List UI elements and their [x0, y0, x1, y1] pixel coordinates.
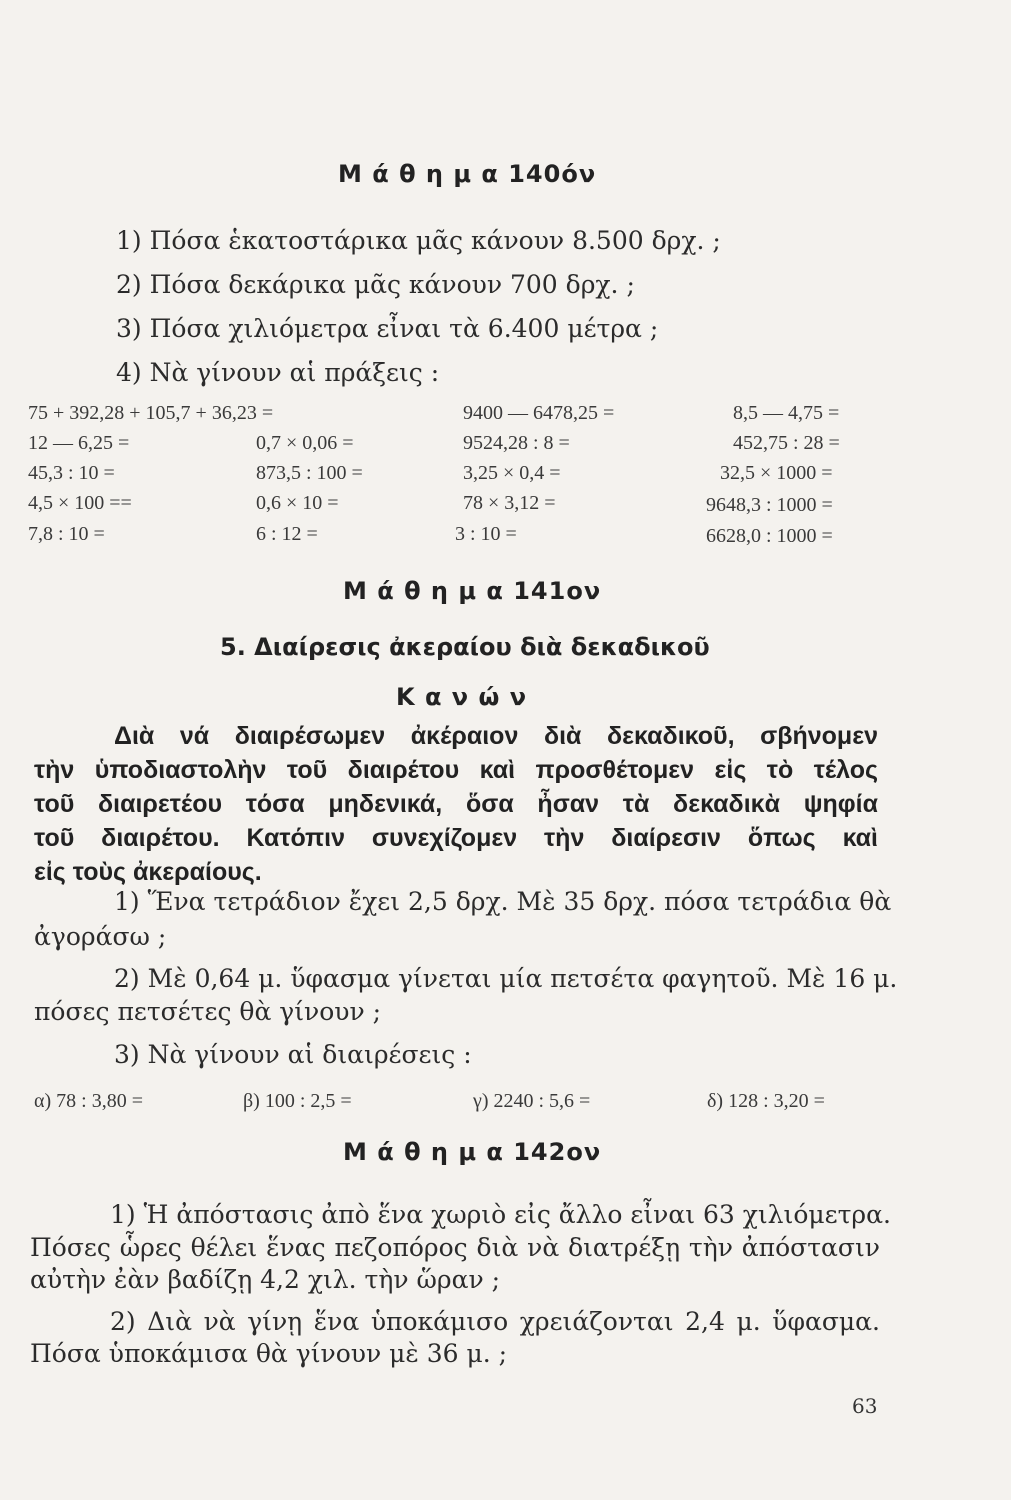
grid-cell: 3,25 × 0,4 = — [463, 462, 561, 484]
problem-141-1-line-2: ἀγοράσω ; — [34, 922, 167, 951]
lesson-140-question-2: 2) Πόσα δεκάρικα μᾶς κάνουν 700 δρχ. ; — [116, 270, 635, 299]
grid-cell: 45,3 : 10 = — [28, 462, 115, 484]
lesson-141-title: Μ ά θ η μ α 141ον — [343, 577, 602, 605]
grid-cell: 12 — 6,25 = — [28, 432, 130, 454]
problem-142-1-line-3: αὐτὴν ἐὰν βαδίζῃ 4,2 χιλ. τὴν ὥραν ; — [30, 1265, 501, 1294]
lesson-140-question-4: 4) Νὰ γίνουν αἱ πράξεις : — [116, 358, 440, 387]
rule-line: τοῦ διαιρέτου. Κατόπιν συνεχίζομεν τὴν διαίρεσιν ὅπως καὶ — [34, 824, 878, 852]
problem-141-2-line-1: 2) Μὲ 0,64 μ. ὕφασμα γίνεται μία πετσέτα φαγητοῦ. Μὲ 16 μ. — [114, 964, 898, 993]
division-op: β) 100 : 2,5 = — [243, 1090, 352, 1112]
grid-cell: 3 : 10 = — [455, 523, 517, 545]
rule-line: εἰς τοὺς ἀκεραίους. — [34, 858, 262, 886]
lesson-140-question-3: 3) Πόσα χιλιόμετρα εἶναι τὰ 6.400 μέτρα ; — [116, 314, 659, 343]
problem-142-2-line-1: 2) Διὰ νὰ γίνῃ ἕνα ὑποκάμισο χρειάζονται 2,4 μ. ὕφασμα. — [110, 1307, 880, 1336]
problem-142-2-line-2: Πόσα ὑποκάμισα θὰ γίνουν μὲ 36 μ. ; — [30, 1339, 508, 1368]
grid-cell: 0,6 × 10 = — [256, 492, 339, 514]
grid-cell: 452,75 : 28 = — [733, 432, 840, 454]
grid-cell: 7,8 : 10 = — [28, 523, 105, 545]
division-op: γ) 2240 : 5,6 = — [473, 1090, 591, 1112]
lesson-140-title: Μ ά θ η μ α 140όν — [338, 160, 597, 188]
problem-141-2-line-2: πόσες πετσέτες θὰ γίνουν ; — [34, 997, 382, 1026]
grid-cell: 4,5 × 100 == — [28, 492, 132, 514]
grid-cell: 873,5 : 100 = — [256, 462, 363, 484]
problem-141-3: 3) Νὰ γίνουν αἱ διαιρέσεις : — [114, 1040, 472, 1069]
grid-cell: 32,5 × 1000 = — [720, 462, 833, 484]
grid-cell: 6628,0 : 1000 = — [706, 525, 833, 547]
page-number: 63 — [852, 1394, 878, 1418]
grid-cell: 0,7 × 0,06 = — [256, 432, 354, 454]
problem-142-1-line-1: 1) Ἡ ἀπόστασις ἀπὸ ἕνα χωριὸ εἰς ἄλλο εἶναι 63 χιλιόμετρα. — [110, 1200, 891, 1229]
grid-cell: 8,5 — 4,75 = — [733, 402, 840, 424]
grid-cell: 9648,3 : 1000 = — [706, 494, 833, 516]
grid-cell: 75 + 392,28 + 105,7 + 36,23 = — [28, 402, 274, 424]
grid-cell: 9400 — 6478,25 = — [463, 402, 615, 424]
grid-cell: 6 : 12 = — [256, 523, 318, 545]
division-op: δ) 128 : 3,20 = — [707, 1090, 825, 1112]
rule-line: τοῦ διαιρετέου τόσα μηδενικά, ὅσα ἦσαν τὰ δεκαδικὰ ψηφία — [34, 790, 878, 818]
lesson-142-title: Μ ά θ η μ α 142ον — [343, 1138, 602, 1166]
grid-cell: 9524,28 : 8 = — [463, 432, 570, 454]
problem-141-1-line-1: 1) Ἕνα τετράδιον ἔχει 2,5 δρχ. Μὲ 35 δρχ. πόσα τετράδια θὰ — [114, 887, 892, 916]
grid-cell: 78 × 3,12 = — [463, 492, 556, 514]
canon-title: Κ α ν ώ ν — [396, 683, 528, 711]
division-op: α) 78 : 3,80 = — [34, 1090, 143, 1112]
rule-line: Διὰ νά διαιρέσωμεν ἀκέραιον διὰ δεκαδικοῦ, σβήνομεν — [114, 722, 878, 750]
section-heading: 5. Διαίρεσις ἀκεραίου διὰ δεκαδικοῦ — [220, 633, 710, 661]
lesson-140-question-1: 1) Πόσα ἑκατοστάρικα μᾶς κάνουν 8.500 δρχ. ; — [116, 226, 721, 255]
rule-line: τὴν ὑποδιαστολὴν τοῦ διαιρέτου καὶ προσθέτομεν εἰς τὸ τέλος — [34, 756, 878, 784]
problem-142-1-line-2: Πόσες ὧρες θέλει ἕνας πεζοπόρος διὰ νὰ διατρέξῃ τὴν ἀπόστασιν — [30, 1233, 880, 1262]
